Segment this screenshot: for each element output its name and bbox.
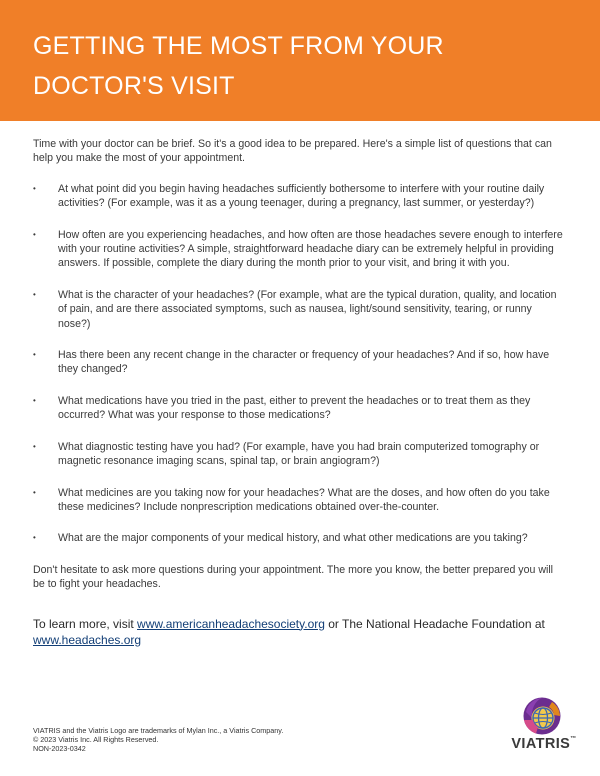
bullet-icon: •: [33, 395, 36, 405]
question-text: What are the major components of your medical history, and what other medications are you taking?: [58, 532, 528, 545]
viatris-wordmark: VIATRIS™: [511, 736, 577, 752]
outro-paragraph: Don't hesitate to ask more questions during your appointment. The more you know, the better prepared you will be to fight your headaches.: [33, 563, 554, 591]
question-item: [33, 394, 563, 423]
learn-more-middle: or The National Headache Foundation at: [324, 616, 545, 631]
question-text: How often are you experiencing headaches, and how often are those headaches severe enough to interfere with your routine activities? A simple, straightforward headache diary can be extremely helpful in providing answers. If possible, complete the diary during the month prior to your visit, and bring it with you.: [58, 228, 563, 270]
footer-copyright: © 2023 Viatris Inc. All Rights Reserved.: [33, 735, 159, 744]
header-banner: [0, 0, 600, 121]
learn-more-prefix: To learn more, visit: [33, 616, 138, 631]
footer-code: NON-2023-0342: [33, 744, 86, 753]
footer-trademark: VIATRIS and the Viatris Logo are trademarks of Mylan Inc., a Viatris Company.: [33, 726, 284, 735]
main-content: [33, 137, 563, 648]
bullet-icon: •: [33, 441, 36, 451]
ahs-link[interactable]: www.americanheadachesociety.org: [137, 616, 325, 631]
question-item: [33, 531, 563, 545]
page-title: GETTING THE MOST FROM YOUR DOCTOR'S VISIT: [33, 32, 444, 100]
question-text: What medications have you tried in the past, either to prevent the headaches or to treat them as they occurred? What was your response to those medications?: [58, 394, 531, 422]
question-item: [33, 486, 563, 515]
question-item: [33, 288, 563, 331]
questions-list: [33, 182, 563, 546]
question-item: [33, 182, 563, 211]
bullet-icon: •: [33, 289, 36, 299]
viatris-logo: [496, 696, 592, 764]
question-text: Has there been any recent change in the character or frequency of your headaches? And if so, how have they changed?: [58, 349, 550, 376]
bullet-icon: •: [33, 229, 36, 239]
question-text: What is the character of your headaches? (For example, what are the typical duration, quality, and location of pain, and are there associated symptoms, such as nausea, light/sound sensitivity, tearing, or runny nose?): [58, 288, 557, 330]
bullet-icon: •: [33, 350, 36, 360]
question-item: [33, 348, 563, 377]
question-text: At what point did you begin having headaches sufficiently bothersome to interfere with your routine daily activities? (For example, was it as a young teenager, during a pregnancy, last summer, or yesterday?): [58, 182, 545, 210]
question-text: What diagnostic testing have you had? (For example, have you had brain computerized tomography or magnetic resonance imaging scans, spinal tap, or brain angiogram?): [58, 440, 540, 468]
footer-legal: [33, 726, 363, 753]
viatris-globe-icon: [522, 696, 562, 736]
question-text: What medicines are you taking now for your headaches? What are the doses, and how often do you take these medicines? Include nonprescription medications obtained over-the-counter.: [58, 486, 550, 513]
question-item: [33, 440, 563, 469]
nhf-link[interactable]: www.headaches.org: [33, 632, 142, 647]
bullet-icon: •: [33, 533, 36, 543]
learn-more: [33, 616, 563, 648]
question-item: [33, 228, 563, 271]
bullet-icon: •: [33, 487, 36, 497]
bullet-icon: •: [33, 183, 36, 193]
intro-paragraph: Time with your doctor can be brief. So it's a good idea to be prepared. Here's a simple list of questions that can help you make the most of your appointment.: [33, 138, 552, 165]
